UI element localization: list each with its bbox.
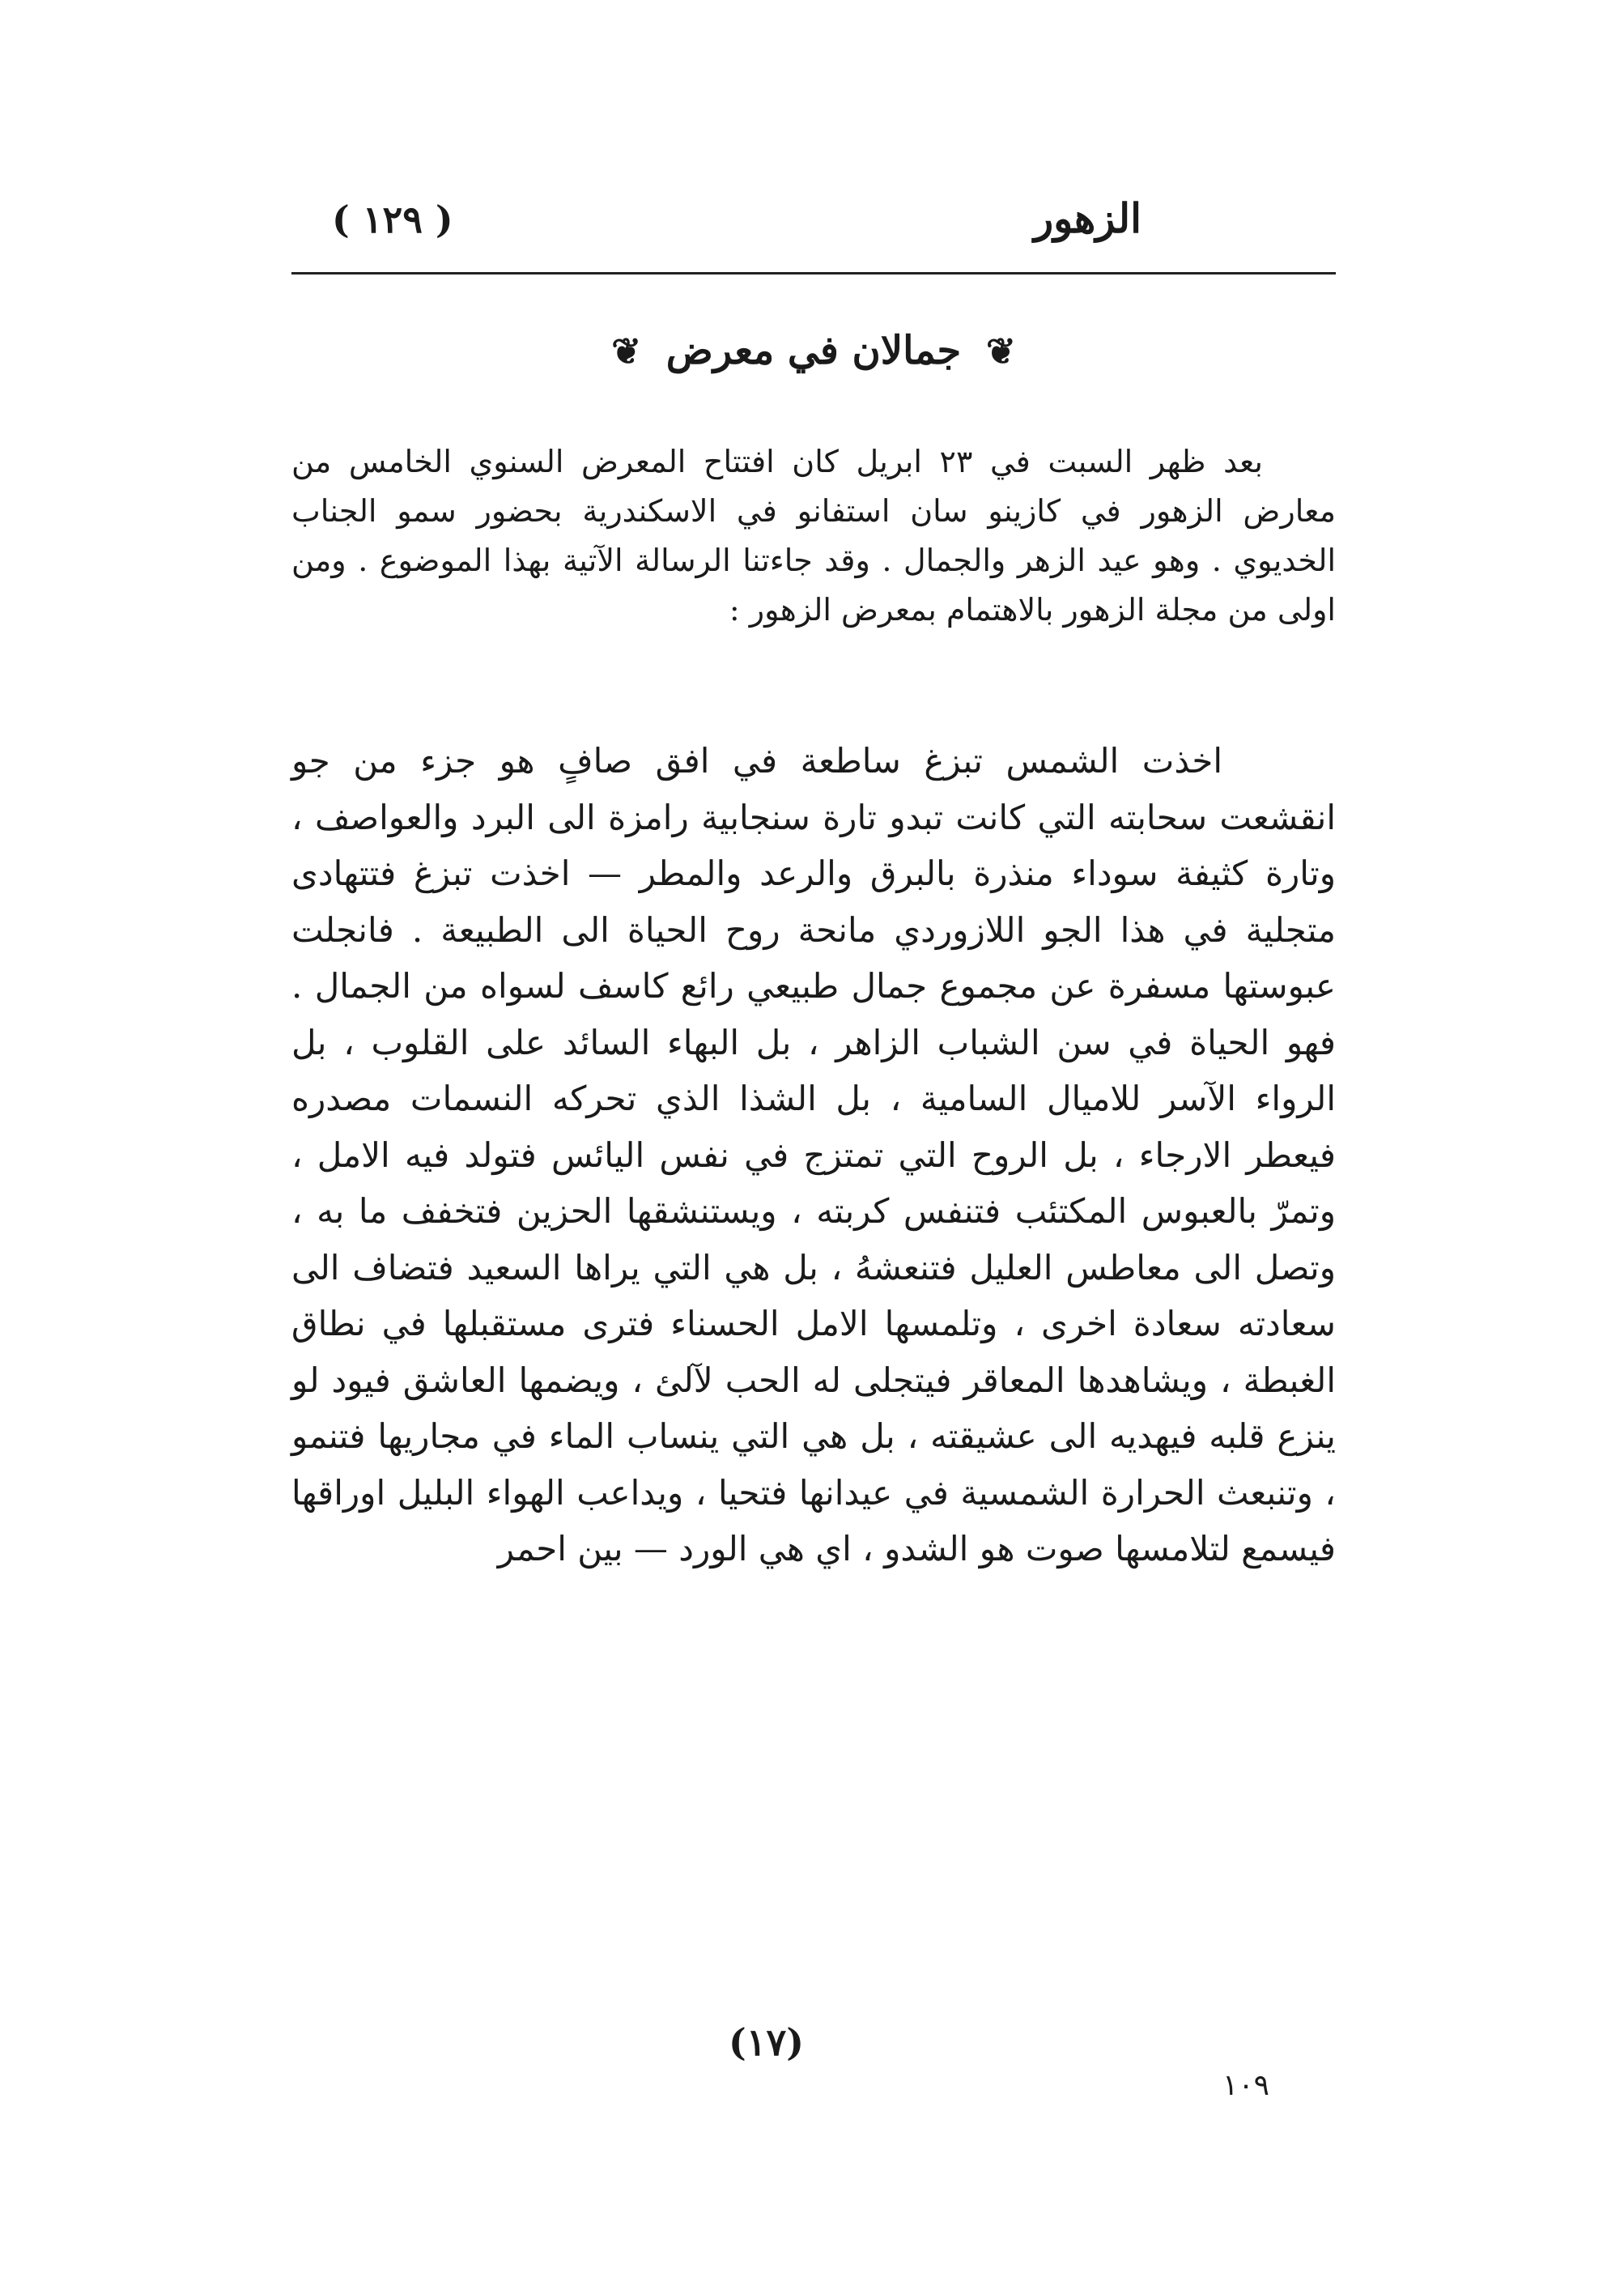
intro-block (291, 437, 1336, 635)
running-header (291, 194, 1336, 259)
sheet-number: ١٠٩ (1222, 2069, 1270, 2102)
ornament-right-icon: ❦ (985, 331, 1016, 372)
intro-paragraph: بعد ظهر السبت في ٢٣ ابريل كان افتتاح المعرض السنوي الخامس من معارض الزهور في كازينو سان استفانو في الاسكندرية بحضور سمو الجناب الخديوي . وهو عيد الزهر والجمال . وقد جاءتنا الرسالة الآتية بهذا الموضوع . ومن اولى من مجلة الزهور بالاهتمام بمعرض الزهور : (291, 444, 1336, 628)
article-block (291, 733, 1336, 1577)
article-paragraph: اخذت الشمس تبزغ ساطعة في افق صافٍ هو جزء من جو انقشعت سحابته التي كانت تبدو تارة سنجابية رامزة الى البرد والعواصف ، وتارة كثيفة سوداء منذرة بالبرق والرعد والمطر — اخذت تبزغ فتتهادى متجلية في هذا الجو اللازوردي مانحة روح الحياة الى الطبيعة . فانجلت عبوستها مسفرة عن مجموع جمال طبيعي رائع كاسف لسواه من الجمال . فهو الحياة في سن الشباب الزاهر ، بل البهاء السائد على القلوب ، بل الرواء الآسر للاميال السامية ، بل الشذا الذي تحركه النسمات مصدره فيعطر الارجاء ، بل الروح التي تمتزج في نفس اليائس فتولد فيه الامل ، وتمرّ بالعبوس المكتئب فتنفس كربته ، ويستنشقها الحزين فتخفف ما به ، وتصل الى معاطس العليل فتنعشهُ ، بل هي التي يراها السعيد فتضاف الى سعادته سعادة اخرى ، وتلمسها الامل الحسناء فترى مستقبلها في نطاق الغبطة ، ويشاهدها المعاقر فيتجلى له الحب لآلئ ، ويضمها العاشق فيود لو ينزع قلبه فيهديه الى عشيقته ، بل هي التي ينساب الماء في مجاريها فتنمو ، وتنبعث الحرارة الشمسية في عيدانها فتحيا ، ويداعب الهواء البليل اوراقها فيسمع لتلامسها صوت هو الشدو ، اي هي الورد — بين احمر (291, 741, 1336, 1568)
page-number: ( ١٢٩ ) (332, 198, 453, 241)
ornament-left-icon: ❦ (611, 331, 642, 372)
running-title: الزهور (1033, 194, 1141, 242)
section-title: جمالان في معرض (665, 328, 962, 373)
section-heading (291, 328, 1336, 373)
signature-mark: (١٧) (729, 2020, 804, 2064)
header-rule (291, 272, 1336, 275)
